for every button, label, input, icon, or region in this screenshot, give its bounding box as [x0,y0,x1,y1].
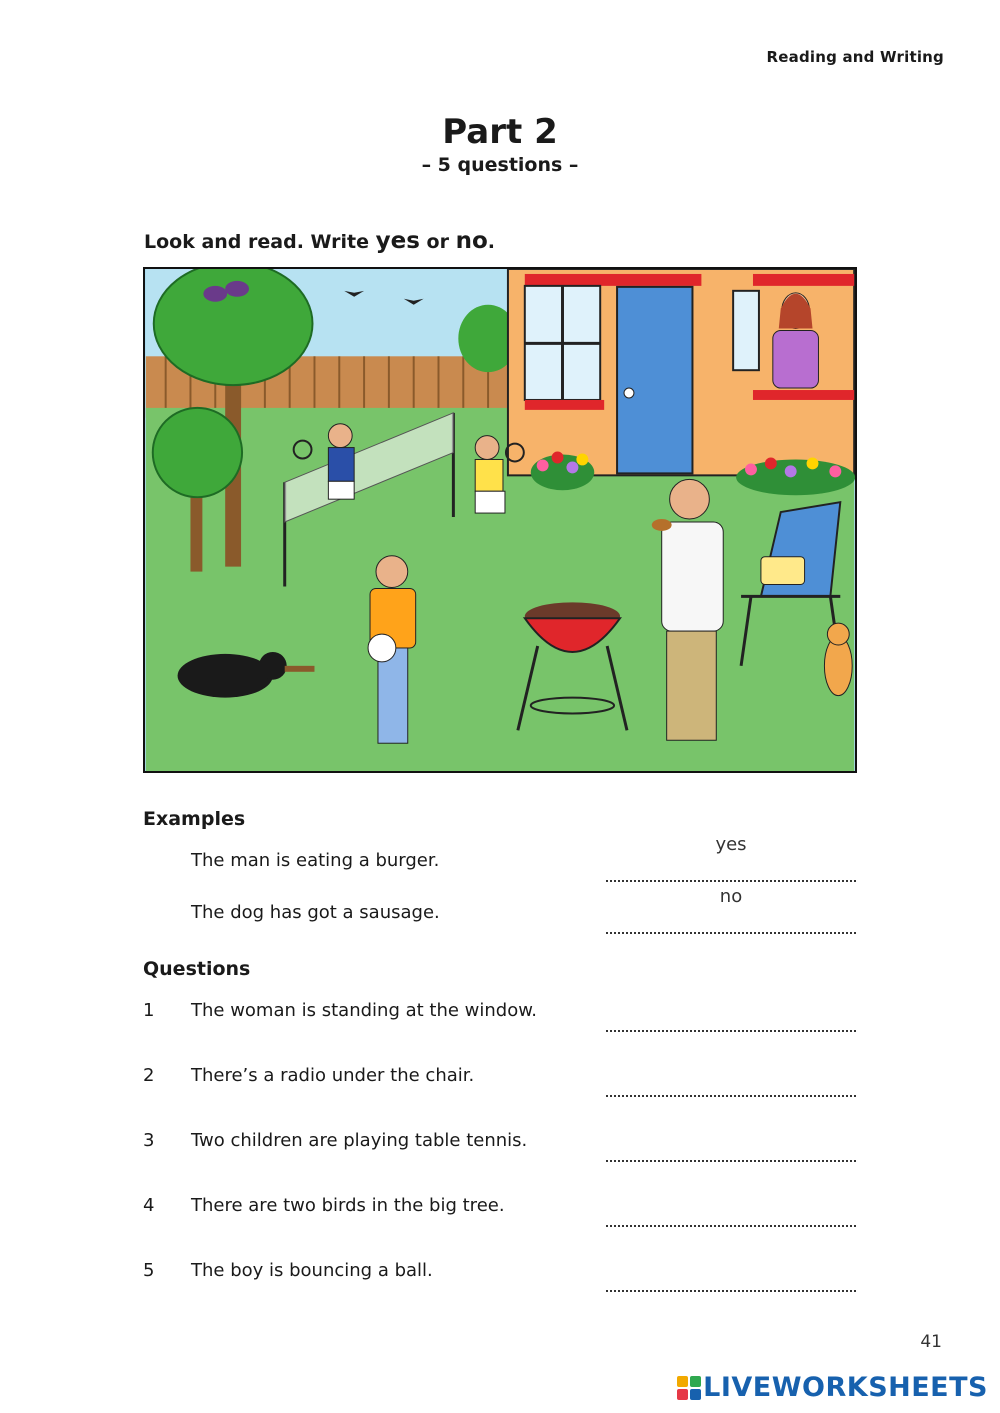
garden-illustration [143,267,857,773]
instruction-yes: yes [375,228,420,254]
question-row [143,1000,857,1030]
question-number: 1 [143,1000,155,1021]
logo-square [690,1376,701,1387]
instruction-no: no [455,228,488,254]
example-row [143,834,857,880]
woman-body [773,331,819,389]
liveworksheets-logo-icon [677,1376,701,1400]
question-text: The boy is bouncing a ball. [191,1260,433,1281]
front-door [617,287,692,474]
example-answer [606,834,856,882]
logo-square [677,1376,688,1387]
question-number: 3 [143,1130,155,1151]
football [368,634,396,662]
answer-input[interactable] [606,1264,856,1292]
instruction-period: . [487,231,495,253]
example-answer-text: yes [715,834,747,855]
question-text: Two children are playing table tennis. [191,1130,528,1151]
question-number: 4 [143,1195,155,1216]
question-text: The woman is standing at the window. [191,1000,538,1021]
answer-input[interactable] [606,1199,856,1227]
logo-square [690,1389,701,1400]
question-number: 5 [143,1260,155,1281]
question-row [143,1130,857,1160]
section-label: Reading and Writing [766,48,944,66]
question-text: There’s a radio under the chair. [191,1065,475,1086]
instruction-text: Look and read. Write [144,231,376,253]
cat [824,623,852,695]
question-number: 2 [143,1065,155,1086]
questions-heading: Questions [143,958,251,980]
example-text: The dog has got a sausage. [191,902,440,923]
stick [285,666,315,672]
answer-input[interactable] [606,1134,856,1162]
example-text: The man is eating a burger. [191,850,440,871]
instruction-or: or [419,231,456,253]
radio [761,557,805,585]
liveworksheets-logo[interactable] [677,1372,988,1403]
house [508,269,854,475]
part-title: Part 2 [442,112,558,152]
burger [652,519,672,531]
logo-square [677,1389,688,1400]
part-subtitle: – 5 questions – [421,154,579,176]
example-row [143,886,857,932]
instruction [144,228,495,254]
question-row [143,1195,857,1225]
example-answer-text: no [719,886,743,907]
answer-input[interactable] [606,1069,856,1097]
question-text: There are two birds in the big tree. [191,1195,505,1216]
page-number: 41 [920,1332,942,1352]
example-answer [606,886,856,934]
answer-input[interactable] [606,1004,856,1032]
question-row [143,1260,857,1290]
examples-heading: Examples [143,808,246,830]
question-row [143,1065,857,1095]
brand-name: LIVEWORKSHEETS [703,1372,988,1403]
